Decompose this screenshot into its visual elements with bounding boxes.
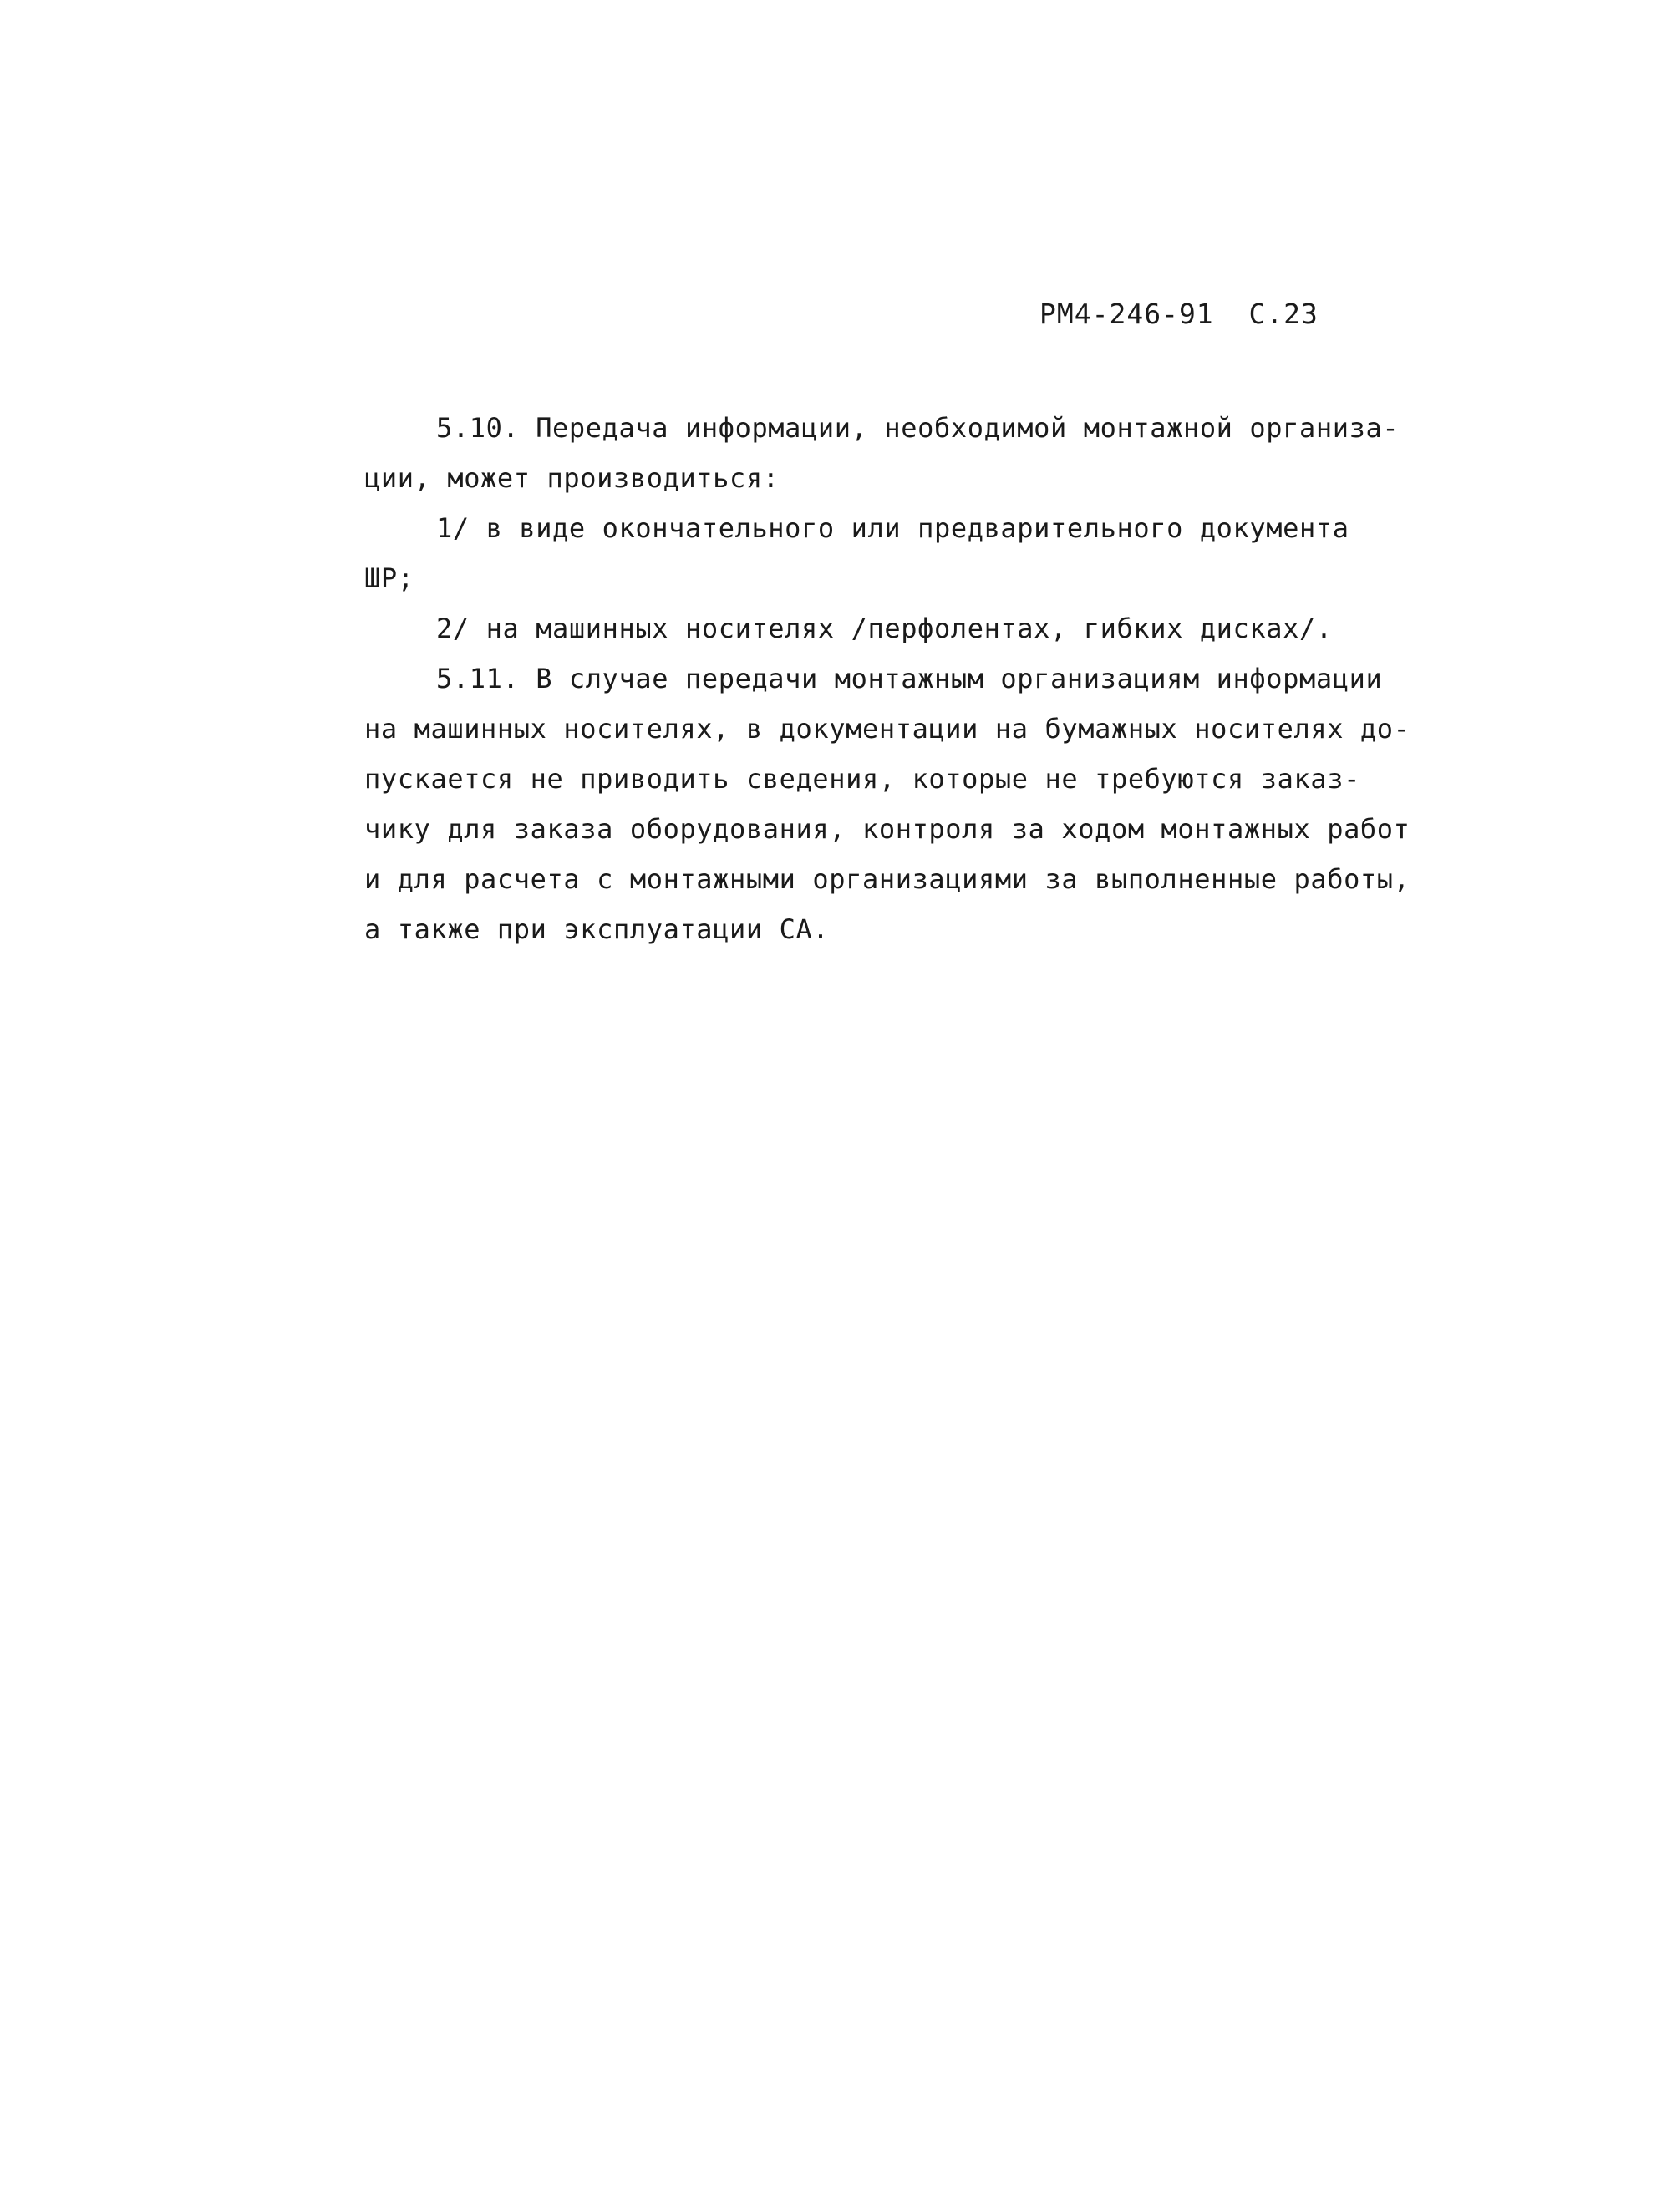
paragraph-5-11-line-6: а также при эксплуатации СА.: [364, 913, 830, 945]
paragraph-5-11-line-2: на машинных носителях, в документации на бумажных носителях до-: [364, 713, 1410, 745]
document-reference: РМ4-246-91: [1039, 297, 1214, 330]
page-header: [1039, 297, 1319, 330]
paragraph-5-11-line-4: чику для заказа оборудования, контроля за ходом монтажных работ: [364, 813, 1410, 845]
page-number: С.23: [1248, 297, 1319, 330]
paragraph-5-11-line-3: пускается не приводить сведения, которые не требуются заказ-: [364, 763, 1360, 795]
paragraph-5-10-line-2: ции, может производиться:: [364, 462, 780, 494]
list-item-1-line-2: ШР;: [364, 562, 414, 594]
paragraph-5-11-line-1: 5.11. В случае передачи монтажным организациям информации: [436, 663, 1383, 694]
list-item-1-line-1: 1/ в виде окончательного или предварительного документа: [436, 512, 1349, 544]
paragraph-5-11-line-5: и для расчета с монтажными организациями за выполненные работы,: [364, 863, 1410, 895]
list-item-2: 2/ на машинных носителях /перфолентах, гибких дисках/.: [436, 613, 1333, 644]
paragraph-5-10-line-1: 5.10. Передача информации, необходимой монтажной организа-: [436, 412, 1400, 444]
